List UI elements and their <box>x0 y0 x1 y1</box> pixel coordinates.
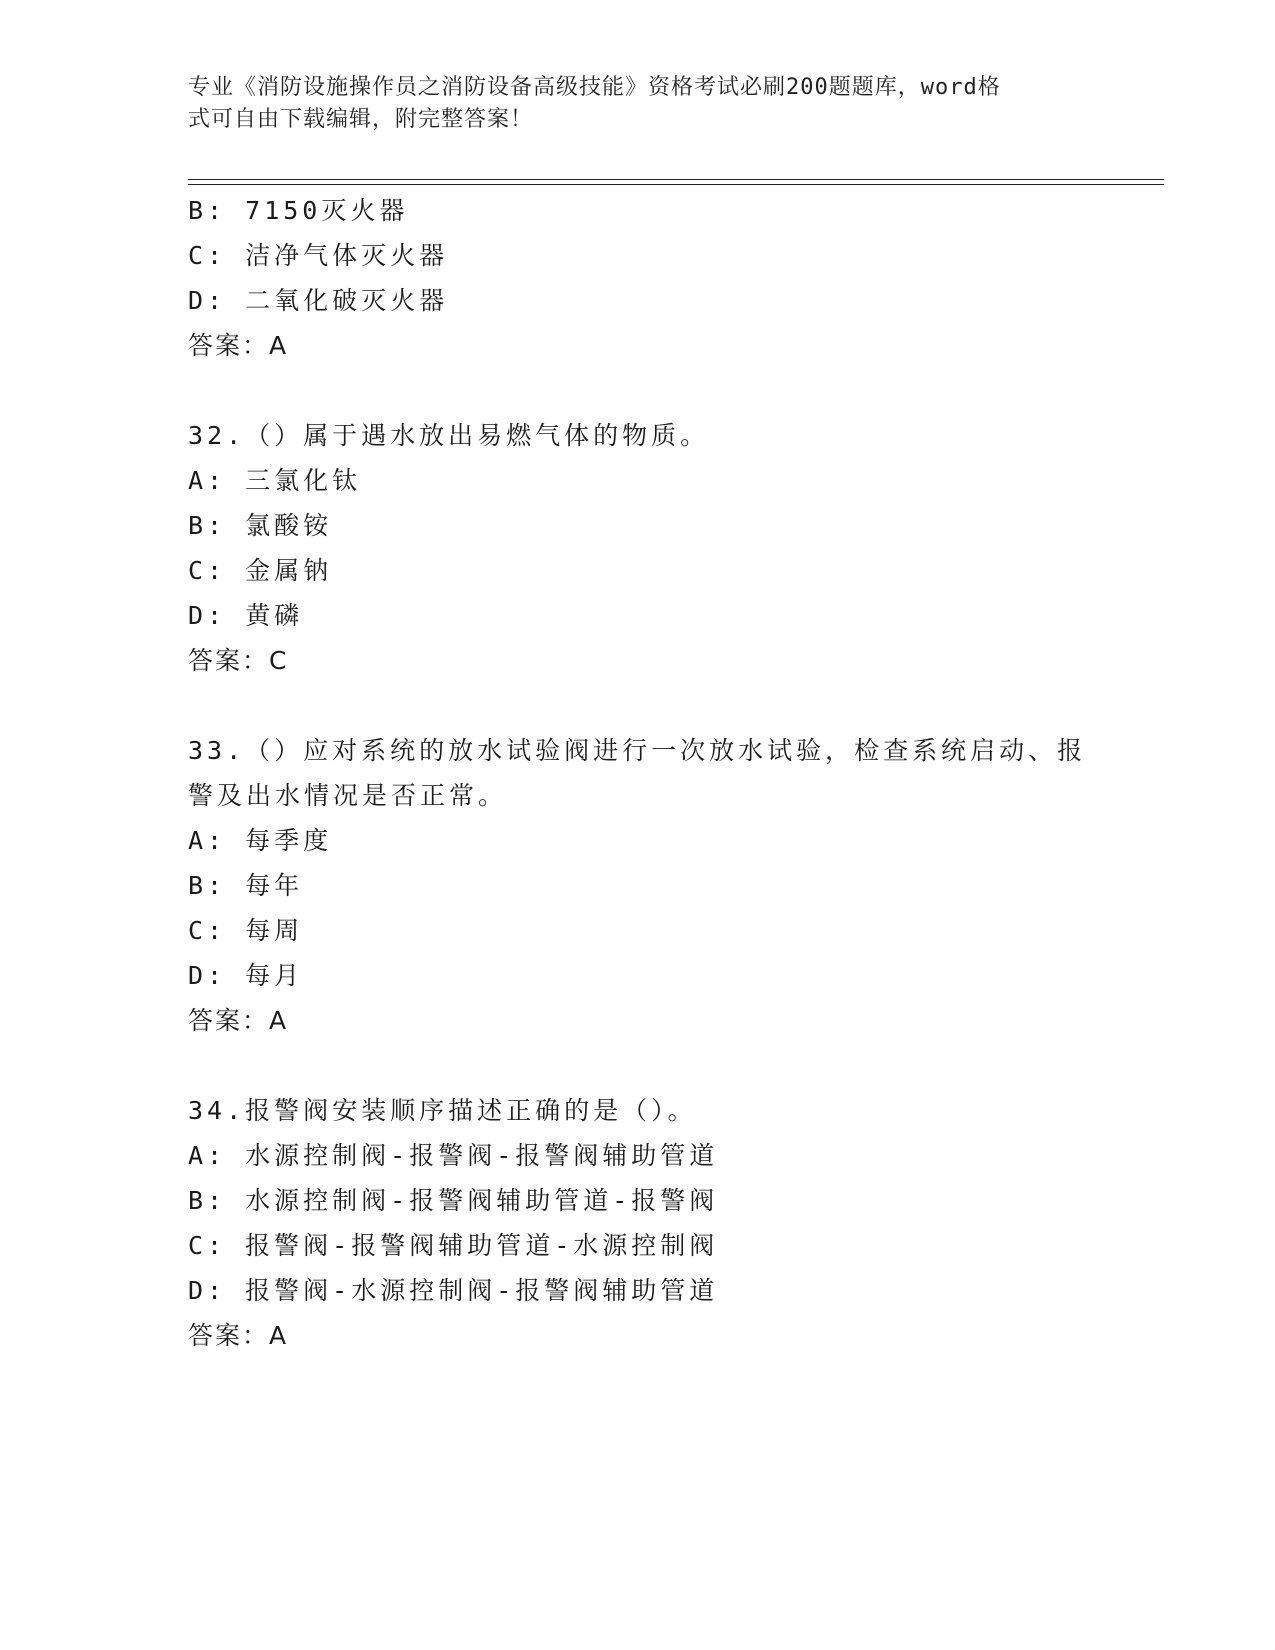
document-header <box>188 72 1088 136</box>
q31-option-d: D: 二氧化破灭火器 <box>188 286 449 315</box>
q33-option-b: B: 每年 <box>188 871 304 900</box>
header-divider-top <box>188 179 1164 180</box>
q31-option-b: B: 7150灭火器 <box>188 196 409 225</box>
header-line-1: 专业《消防设施操作员之消防设备高级技能》资格考试必刷200题题库，word格 <box>188 75 1001 100</box>
q33-option-d: D: 每月 <box>188 961 304 990</box>
q32-option-c: C: 金属钠 <box>188 556 333 585</box>
q32-stem: 32.（）属于遇水放出易燃气体的物质。 <box>188 421 710 450</box>
q33-stem-line-2: 警及出水情况是否正常。 <box>188 781 508 810</box>
q31-answer: 答案：A <box>188 331 289 360</box>
q34-option-d: D: 报警阀-水源控制阀-报警阀辅助管道 <box>188 1276 719 1305</box>
q32-option-a: A: 三氯化钛 <box>188 466 362 495</box>
q34-option-c: C: 报警阀-报警阀辅助管道-水源控制阀 <box>188 1231 719 1260</box>
q34-option-a: A: 水源控制阀-报警阀-报警阀辅助管道 <box>188 1141 719 1170</box>
q33-option-c: C: 每周 <box>188 916 304 945</box>
q33-answer: 答案：A <box>188 1006 289 1035</box>
header-divider-bottom <box>188 184 1164 185</box>
q32-option-b: B: 氯酸铵 <box>188 511 333 540</box>
q34-answer: 答案：A <box>188 1321 289 1350</box>
q34-stem: 34.报警阀安装顺序描述正确的是（）。 <box>188 1096 697 1125</box>
q33-stem-line-1: 33.（）应对系统的放水试验阀进行一次放水试验，检查系统启动、报 <box>188 736 1087 765</box>
q34-option-b: B: 水源控制阀-报警阀辅助管道-报警阀 <box>188 1186 719 1215</box>
q32-answer: 答案：C <box>188 646 289 675</box>
q31-option-c: C: 洁净气体灭火器 <box>188 241 449 270</box>
q33-option-a: A: 每季度 <box>188 826 333 855</box>
q32-option-d: D: 黄磷 <box>188 601 304 630</box>
header-line-2: 式可自由下载编辑，附完整答案！ <box>188 107 534 132</box>
